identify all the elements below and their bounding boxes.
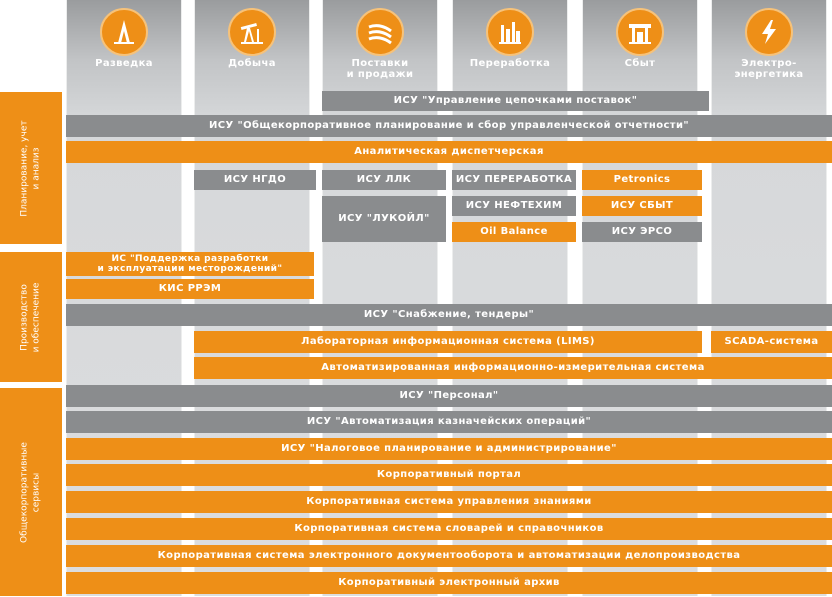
bar-portal: Корпоративный портал [66,464,832,486]
bar-lims: Лабораторная информационная система (LIMS) [194,331,702,353]
bar-treasury: ИСУ "Автоматизация казначейских операций" [66,411,832,433]
bar-archive: Корпоративный электронный архив [66,572,832,594]
side-corporate [0,388,62,596]
column-label-production: Добыча [228,58,276,69]
lightning-icon [745,8,793,56]
box-field-support: ИС "Поддержка разработки и эксплуатации месторождений" [66,252,314,276]
bar-edms: Корпоративная система электронного документооборота и автоматизации делопроизводства [66,545,832,567]
box-scada: SCADA-система [711,331,832,353]
column-label-supply: Поставки и продажи [346,58,414,80]
bar-supply-chain: ИСУ "Управление цепочками поставок" [322,91,709,111]
box-kis-rrem: КИС РРЭМ [66,279,314,299]
box-isu-pererabotka: ИСУ ПЕРЕРАБОТКА [452,170,576,190]
rig-icon [100,8,148,56]
bar-supply-tenders: ИСУ "Снабжение, тендеры" [66,304,832,326]
column-label-exploration: Разведка [95,58,153,69]
bar-tax: ИСУ "Налоговое планирование и администрирование" [66,438,832,460]
bar-corporate-planning: ИСУ "Общекорпоративное планирование и сбор управленческой отчетности" [66,115,832,137]
box-isu-llk: ИСУ ЛЛК [322,170,446,190]
box-oil-balance: Oil Balance [452,222,576,242]
pipeline-icon [356,8,404,56]
bar-aiis: Автоматизированная информационно-измерительная система [194,357,832,379]
box-isu-sbyt: ИСУ СБЫТ [582,196,702,216]
gas-station-icon [616,8,664,56]
column-label-power: Электро- энергетика [734,58,804,80]
side-planning [0,92,62,244]
bar-personnel: ИСУ "Персонал" [66,385,832,407]
box-isu-ngdo: ИСУ НГДО [194,170,316,190]
bar-knowledge: Корпоративная система управления знаниями [66,491,832,513]
bar-dictionaries: Корпоративная система словарей и справочников [66,518,832,540]
box-isu-neftekhim: ИСУ НЕФТЕХИМ [452,196,576,216]
box-isu-lukoil: ИСУ "ЛУКОЙЛ" [322,196,446,242]
box-petronics: Petronics [582,170,702,190]
column-label-marketing: Сбыт [624,58,656,69]
bar-analytical-dispatch: Аналитическая диспетчерская [66,141,832,163]
side-production [0,252,62,382]
pumpjack-icon [228,8,276,56]
box-isu-erso: ИСУ ЭРСО [582,222,702,242]
side-label-corporate: Общекорпоративные сервисы [19,442,42,543]
refinery-icon [486,8,534,56]
side-label-production: Производство и обеспечение [19,282,42,353]
column-label-refining: Переработка [469,58,551,69]
side-label-planning: Планирование, учет и анализ [19,120,42,217]
